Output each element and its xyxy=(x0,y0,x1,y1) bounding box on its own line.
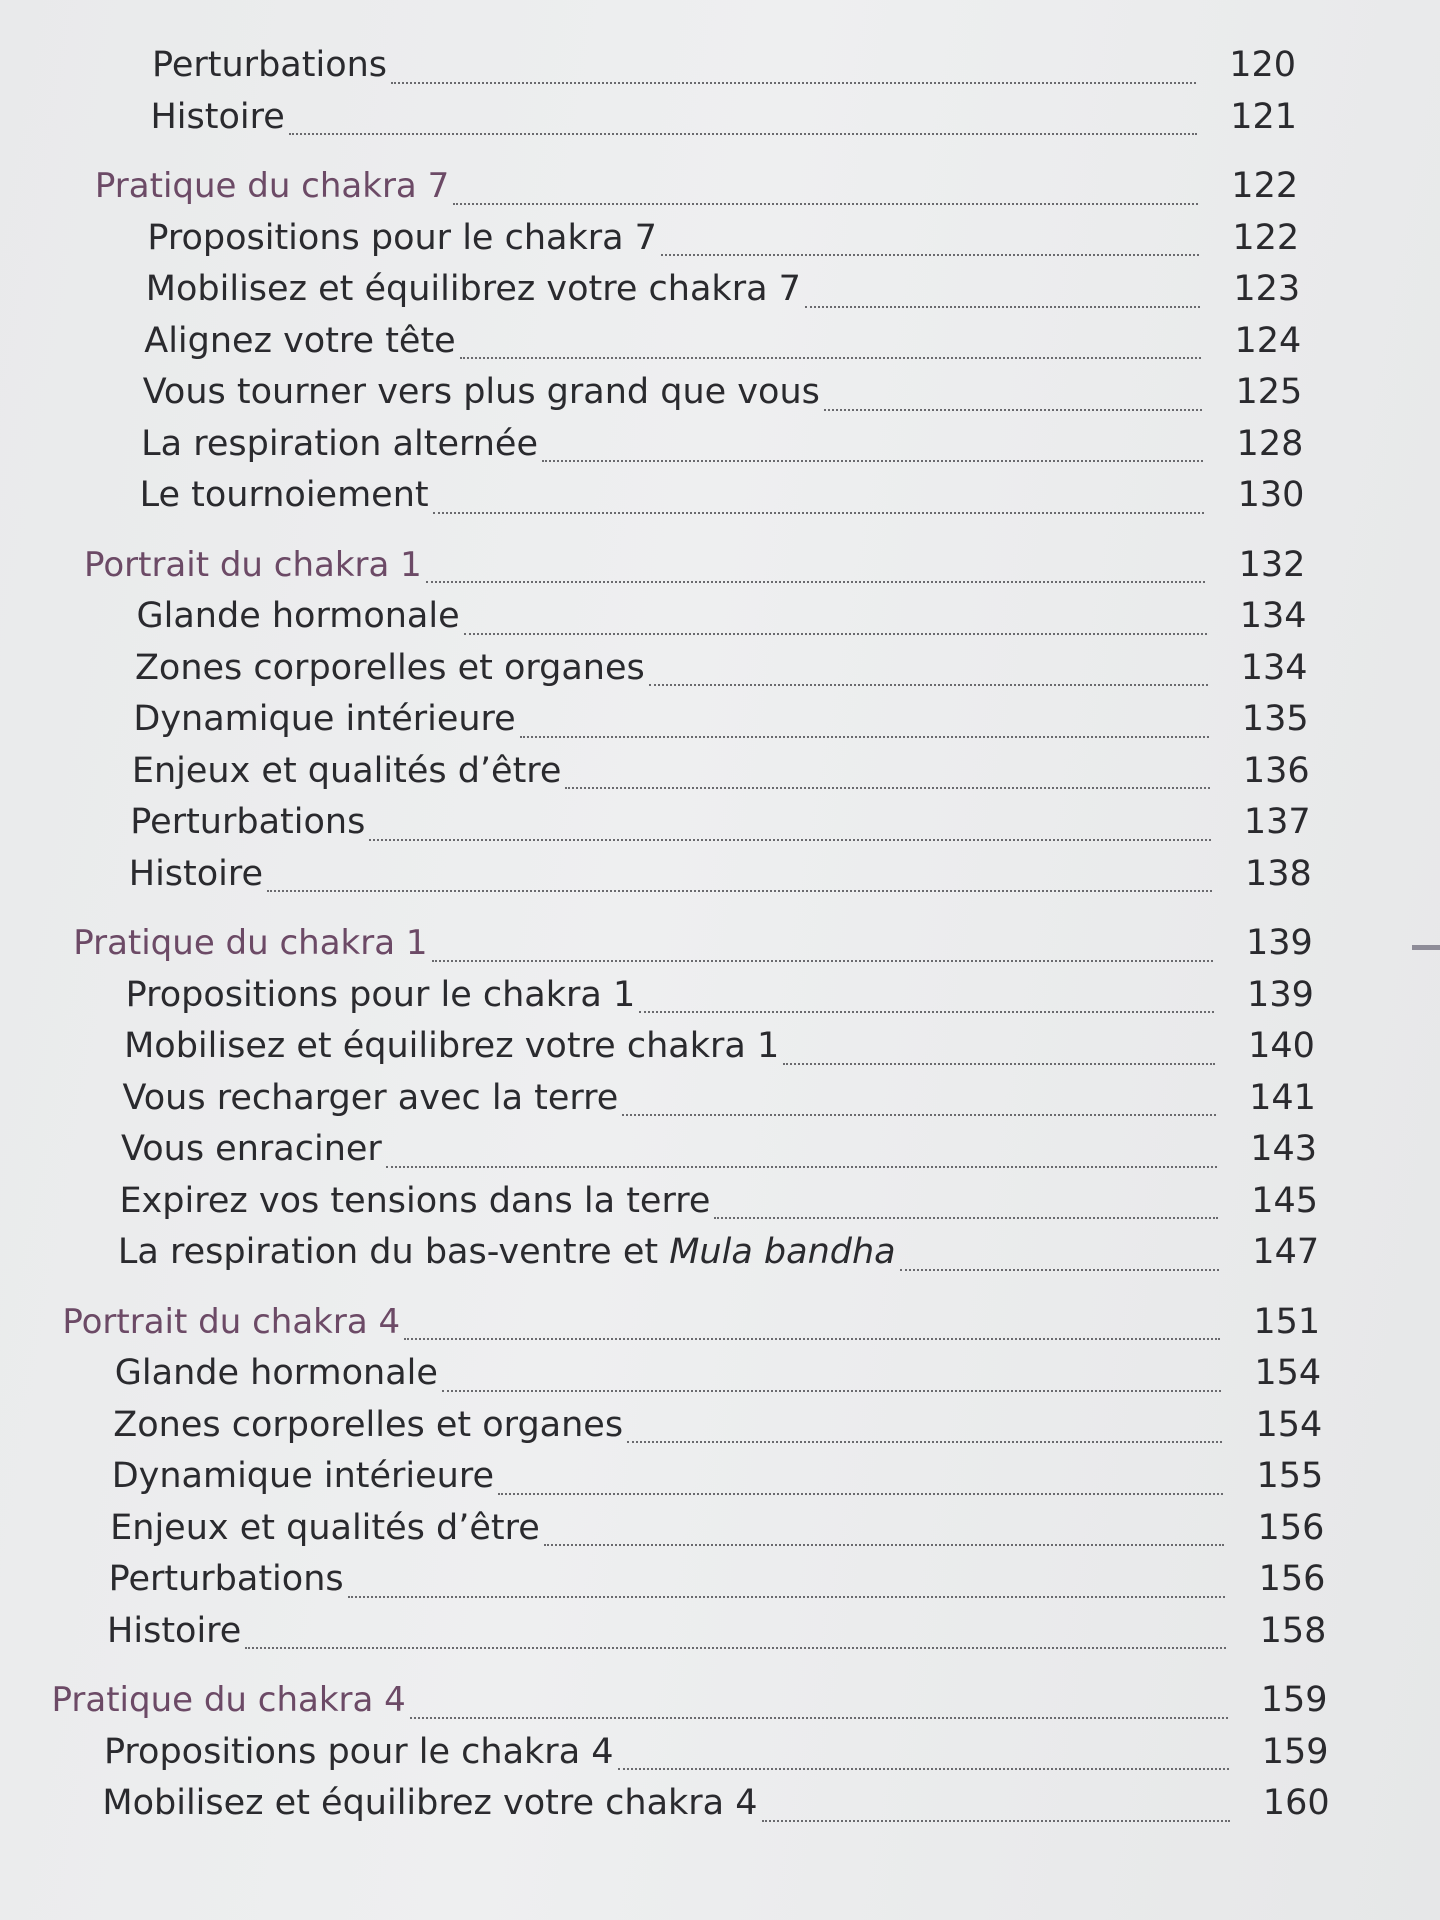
toc-entry-title-text: Mobilisez et équilibrez votre chakra 4 xyxy=(102,1783,758,1823)
toc-section-heading xyxy=(0,1675,1440,1727)
toc-entry xyxy=(0,1124,1440,1176)
toc-entry-title xyxy=(150,92,288,144)
toc-page-number: 124 xyxy=(1234,320,1302,361)
dot-leader xyxy=(386,1166,1217,1168)
toc-page-number: 156 xyxy=(1257,1507,1325,1548)
toc-entry-title xyxy=(146,264,805,316)
toc-entry-title xyxy=(118,1227,900,1279)
toc-entry-title-text: Propositions pour le chakra 1 xyxy=(125,974,636,1015)
toc-entry-title xyxy=(123,1073,623,1125)
dot-leader xyxy=(622,1114,1216,1116)
dot-leader xyxy=(245,1647,1226,1649)
toc-page-number: 158 xyxy=(1259,1610,1327,1651)
toc-entry-title-text: Dynamique intérieure xyxy=(111,1456,495,1496)
dot-leader xyxy=(369,839,1210,841)
toc-entry-title-text: Dynamique intérieure xyxy=(133,699,516,739)
toc-section xyxy=(0,918,1440,1279)
toc-page-number: 159 xyxy=(1260,1680,1328,1720)
toc-entry-title xyxy=(62,1297,404,1349)
toc-entry xyxy=(0,1073,1440,1125)
toc-entry xyxy=(0,643,1440,695)
toc-entry xyxy=(0,1348,1440,1400)
toc-section-heading xyxy=(0,540,1440,592)
toc-entry-title xyxy=(129,849,267,901)
toc-entry-title-text: La respiration du bas-ventre et xyxy=(117,1232,670,1272)
toc-entry-title-text: Glande hormonale xyxy=(136,596,460,636)
toc-entry xyxy=(0,419,1440,471)
dot-leader xyxy=(426,581,1206,583)
toc-entry-title xyxy=(147,213,661,265)
toc-entry xyxy=(0,1606,1440,1658)
toc-entry-title-italic: Mula bandha xyxy=(669,1232,896,1272)
toc-entry-title xyxy=(152,40,391,92)
toc-entry xyxy=(0,470,1440,522)
toc-page-number: 138 xyxy=(1244,853,1312,894)
toc-entry xyxy=(0,40,1440,92)
dot-leader xyxy=(714,1217,1218,1219)
toc-entry-title-text: Perturbations xyxy=(108,1559,344,1599)
dot-leader xyxy=(639,1011,1214,1013)
toc-entry-title-text: Expirez vos tensions dans la terre xyxy=(119,1180,711,1221)
dot-leader xyxy=(404,1338,1220,1340)
toc-entry-title-text: Vous recharger avec la terre xyxy=(122,1077,619,1118)
toc-entry-title xyxy=(95,161,453,213)
toc-page-number: 122 xyxy=(1231,166,1299,206)
dot-leader xyxy=(464,633,1207,635)
toc-section xyxy=(0,40,1440,143)
dot-leader xyxy=(432,960,1213,962)
dot-leader xyxy=(805,306,1200,308)
toc-entry-title-text: Pratique du chakra 7 xyxy=(94,166,450,206)
toc-page-number: 134 xyxy=(1240,647,1308,688)
toc-entry-title xyxy=(133,694,519,746)
toc-entry-title-text: Propositions pour le chakra 4 xyxy=(103,1731,614,1772)
toc-page-number: 136 xyxy=(1242,750,1310,791)
toc-section xyxy=(0,1675,1440,1830)
toc-entry-title xyxy=(126,970,640,1022)
toc-page-number: 137 xyxy=(1243,802,1311,842)
toc-entry-title-text: Mobilisez et équilibrez votre chakra 1 xyxy=(124,1026,780,1066)
toc-entry-title-text: Le tournoiement xyxy=(139,475,429,515)
toc-section-heading xyxy=(0,918,1440,970)
toc-page-number: 128 xyxy=(1236,423,1304,464)
toc-page-number: 132 xyxy=(1238,544,1306,585)
toc-entry-title xyxy=(141,419,542,471)
toc-page-number: 134 xyxy=(1239,596,1307,636)
toc-page-number: 125 xyxy=(1235,372,1303,412)
toc-page-number: 151 xyxy=(1253,1301,1321,1342)
toc-page-number: 145 xyxy=(1251,1180,1319,1221)
dot-leader xyxy=(348,1596,1226,1598)
toc-entry-title xyxy=(130,797,369,849)
toc-entry-title xyxy=(110,1503,544,1555)
toc-entry-title xyxy=(104,1727,618,1779)
toc-entry xyxy=(0,92,1440,144)
toc-entry xyxy=(0,1503,1440,1555)
dot-leader xyxy=(618,1768,1229,1770)
toc-page-number: 141 xyxy=(1249,1077,1316,1118)
dot-leader xyxy=(762,1820,1230,1822)
toc-section-heading xyxy=(0,161,1440,213)
toc-entry-title-text: Pratique du chakra 4 xyxy=(51,1680,406,1720)
toc-page-number: 121 xyxy=(1230,96,1298,137)
toc-entry xyxy=(0,797,1440,849)
toc-entry xyxy=(0,694,1440,746)
toc-entry xyxy=(0,213,1440,265)
toc-entry xyxy=(0,1778,1440,1830)
dot-leader xyxy=(661,254,1199,256)
toc-entry xyxy=(0,1176,1440,1228)
toc-entry-title xyxy=(84,540,426,592)
toc-entry-title xyxy=(132,746,566,798)
toc-entry-title-text: Pratique du chakra 1 xyxy=(73,923,428,963)
toc-entry xyxy=(0,1400,1440,1452)
toc-entry-title-text: Mobilisez et équilibrez votre chakra 7 xyxy=(145,269,801,309)
toc-entry-title-text: Portrait du chakra 4 xyxy=(62,1301,401,1342)
dot-leader xyxy=(442,1390,1221,1392)
toc-section xyxy=(0,161,1440,522)
dot-leader xyxy=(267,890,1212,892)
dot-leader xyxy=(433,512,1205,514)
toc-entry-title-text: La respiration alternée xyxy=(141,423,539,464)
toc-entry xyxy=(0,264,1440,316)
toc-entry-title xyxy=(121,1124,386,1176)
dot-leader xyxy=(900,1269,1220,1271)
toc-entry-title xyxy=(102,1778,761,1830)
toc-entry-title-text: Histoire xyxy=(128,853,264,894)
toc-entry-title-text: Alignez votre tête xyxy=(144,320,456,361)
toc-section xyxy=(0,1297,1440,1658)
toc-entry-title xyxy=(144,316,459,368)
toc-page-number: 154 xyxy=(1254,1353,1322,1393)
toc-entry-title xyxy=(52,1675,410,1727)
toc-page-number: 156 xyxy=(1258,1559,1326,1599)
toc-page-number: 140 xyxy=(1248,1026,1315,1066)
toc-page-number: 139 xyxy=(1246,923,1313,963)
toc-entry-title xyxy=(113,1400,627,1452)
dot-leader xyxy=(542,460,1203,462)
toc-entry-title xyxy=(135,643,649,695)
toc-entry-title xyxy=(112,1451,498,1503)
toc-entry-title-text: Zones corporelles et organes xyxy=(113,1404,624,1445)
toc-entry xyxy=(0,1727,1440,1779)
toc-entry xyxy=(0,970,1440,1022)
dot-leader xyxy=(544,1544,1225,1546)
toc-entry xyxy=(0,591,1440,643)
toc-entry xyxy=(0,367,1440,419)
toc-entry xyxy=(0,1021,1440,1073)
toc-page-number: 143 xyxy=(1250,1129,1317,1169)
toc-page-number: 155 xyxy=(1256,1456,1324,1496)
toc-entry-title-text: Propositions pour le chakra 7 xyxy=(147,217,657,258)
dot-leader xyxy=(453,203,1198,205)
toc-entry-title xyxy=(143,367,824,419)
toc-entry-title xyxy=(140,470,433,522)
toc-page-number: 130 xyxy=(1237,475,1305,515)
toc-entry-title-text: Portrait du chakra 1 xyxy=(84,544,422,585)
toc-entry-title-text: Vous enraciner xyxy=(121,1129,382,1169)
toc-entry-title xyxy=(115,1348,442,1400)
toc-page-number: 120 xyxy=(1229,45,1296,85)
toc-entry xyxy=(0,1451,1440,1503)
dot-leader xyxy=(410,1717,1228,1719)
toc-entry-title-text: Glande hormonale xyxy=(114,1353,438,1393)
table-of-contents xyxy=(0,40,1440,1848)
toc-page-number: 147 xyxy=(1252,1232,1320,1272)
dot-leader xyxy=(627,1441,1222,1443)
toc-entry-title-text: Histoire xyxy=(150,96,285,137)
margin-tab-mark xyxy=(1412,945,1440,950)
toc-section-heading xyxy=(0,1297,1440,1349)
dot-leader xyxy=(289,133,1197,135)
toc-entry-title xyxy=(73,918,431,970)
toc-page-number: 135 xyxy=(1241,699,1309,739)
dot-leader xyxy=(498,1493,1223,1495)
dot-leader xyxy=(520,736,1209,738)
toc-entry xyxy=(0,849,1440,901)
toc-entry-title xyxy=(109,1554,348,1606)
toc-entry-title-text: Vous tourner vers plus grand que vous xyxy=(142,372,820,412)
dot-leader xyxy=(649,684,1208,686)
dot-leader xyxy=(460,357,1202,359)
toc-page-number: 160 xyxy=(1262,1783,1330,1823)
toc-entry xyxy=(0,746,1440,798)
toc-entry-title-text: Perturbations xyxy=(152,45,388,85)
toc-page-number: 139 xyxy=(1247,974,1314,1015)
toc-page-number: 154 xyxy=(1255,1404,1323,1445)
toc-entry-title-text: Enjeux et qualités d’être xyxy=(110,1507,540,1548)
toc-entry-title-text: Histoire xyxy=(107,1610,242,1651)
toc-page-number: 122 xyxy=(1232,217,1300,258)
toc-entry xyxy=(0,316,1440,368)
dot-leader xyxy=(824,409,1202,411)
toc-entry-title xyxy=(124,1021,783,1073)
toc-page-number: 123 xyxy=(1233,269,1301,309)
toc-entry-title xyxy=(137,591,464,643)
toc-page-number: 159 xyxy=(1261,1731,1329,1772)
toc-section xyxy=(0,540,1440,901)
toc-entry-title-text: Enjeux et qualités d’être xyxy=(131,750,562,791)
toc-entry xyxy=(0,1554,1440,1606)
toc-entry xyxy=(0,1227,1440,1279)
toc-entry-title xyxy=(107,1606,245,1658)
dot-leader xyxy=(565,787,1209,789)
dot-leader xyxy=(391,82,1196,84)
dot-leader xyxy=(783,1063,1215,1065)
toc-entry-title-text: Perturbations xyxy=(130,802,366,842)
toc-entry-title xyxy=(119,1176,714,1228)
toc-entry-title-text: Zones corporelles et organes xyxy=(134,647,645,688)
